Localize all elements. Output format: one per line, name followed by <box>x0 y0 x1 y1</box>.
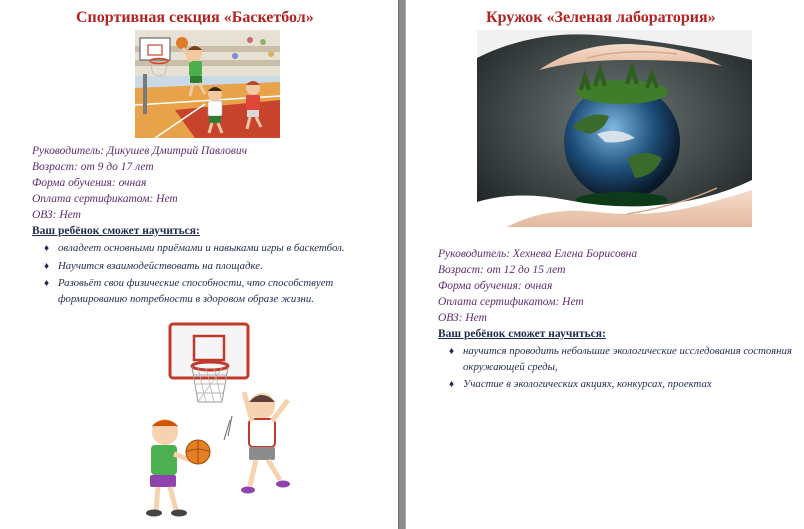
left-page <box>0 0 398 529</box>
leader-text: Руководитель: Хехнева Елена Борисовна <box>438 248 638 260</box>
study-form-text: Форма обучения: очная <box>32 177 147 189</box>
list-item: ♦ овладеет основными приёмами и навыками игры в баскетбол. <box>58 241 382 257</box>
ovz-text: ОВЗ: Нет <box>32 209 81 221</box>
age-text: Возраст: от 9 до 17 лет <box>32 161 154 173</box>
learn-heading: Ваш ребёнок сможет научиться: <box>438 328 606 340</box>
ovz-text: ОВЗ: Нет <box>438 312 487 324</box>
list-item: ♦ научится проводить небольшие экологические исследования состояния окружающей среды, <box>449 345 792 373</box>
kids-basketball-illustration <box>135 30 280 138</box>
learn-heading: Ваш ребёнок сможет научиться: <box>32 225 200 237</box>
skills-list <box>44 241 382 307</box>
diamond-bullet-icon: ♦ <box>449 379 455 390</box>
list-item: ♦ Научится взаимодействовать на площадке. <box>58 259 382 275</box>
diamond-bullet-icon: ♦ <box>44 260 50 272</box>
hands-globe-illustration <box>477 30 752 227</box>
payment-text: Оплата сертификатом: Нет <box>32 193 178 205</box>
skills-list <box>449 344 798 393</box>
basketball-info-block <box>32 143 382 309</box>
page-divider <box>398 0 406 529</box>
hoop-kids-illustration <box>128 320 303 529</box>
basketball-section-title: Спортивная секция «Баскетбол» <box>76 9 314 26</box>
green-lab-info-block <box>438 246 798 395</box>
right-page <box>406 0 804 529</box>
diamond-bullet-icon: ♦ <box>44 278 50 289</box>
list-item: ♦ Участие в экологических акциях, конкурсах, проектах <box>463 377 798 393</box>
leader-text: Руководитель: Дикушев Дмитрий Павлович <box>32 145 248 157</box>
age-text: Возраст: от 12 до 15 лет <box>438 264 566 276</box>
payment-text: Оплата сертификатом: Нет <box>438 296 584 308</box>
list-item: ♦ Разовьёт свои физические способности, что способствует формированию потребности в здоровом образе жизни. <box>44 277 334 305</box>
green-lab-title: Кружок «Зеленая лаборатория» <box>486 9 716 26</box>
study-form-text: Форма обучения: очная <box>438 280 553 292</box>
diamond-bullet-icon: ♦ <box>44 243 50 254</box>
diamond-bullet-icon: ♦ <box>449 346 455 357</box>
